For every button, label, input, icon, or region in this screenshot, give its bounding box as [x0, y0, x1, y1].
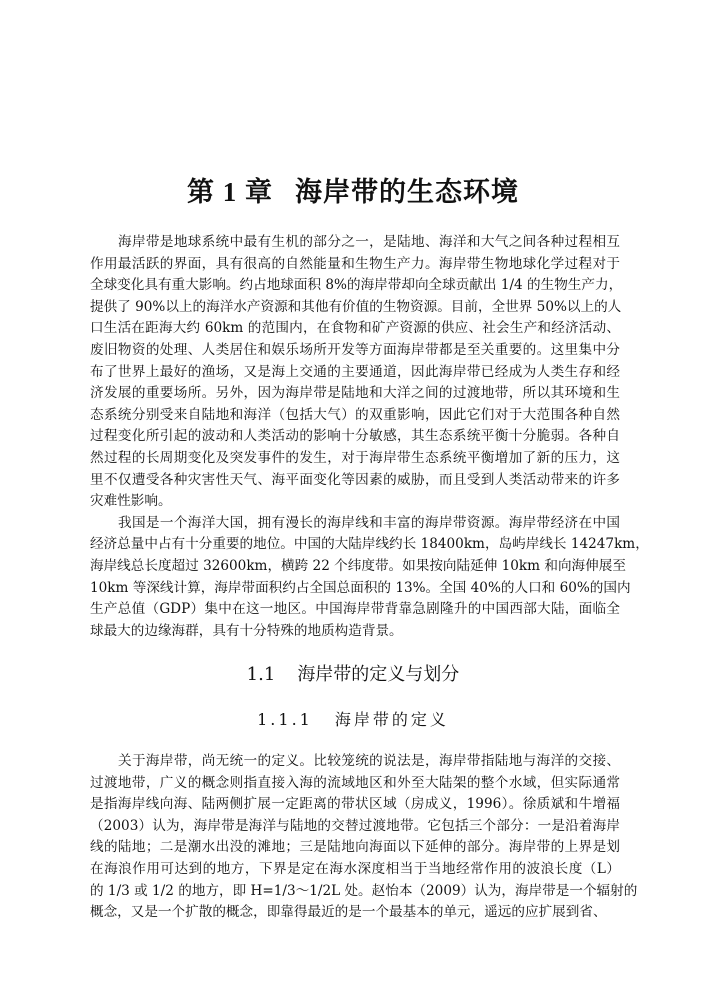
text-line: 口生活在距海大约 60km 的范围内，在食物和矿产资源的供应、社会生产和经济活动、	[90, 320, 620, 337]
body-section-2	[90, 751, 638, 924]
subsection-heading	[0, 707, 706, 730]
subsection-number: 1.1.1	[257, 710, 313, 729]
paragraph	[90, 513, 649, 643]
text-line: 在海浪作用可达到的地方，下界是定在海水深度相当于当地经常作用的波浪长度（L）	[90, 860, 620, 877]
body-section-1	[90, 232, 649, 642]
text-line: 关于海岸带，尚无统一的定义。比较笼统的说法是，海岸带指陆地与海洋的交接、	[118, 753, 620, 769]
text-line: 废旧物资的处理、人类居住和娱乐场所开发等方面海岸带都是至关重要的。这里集中分	[90, 341, 620, 358]
text-line: 的 1/3 或 1/2 的地方，即 H=1/3～1/2L 处。赵怡本（2009）认为，海岸带是一个辐射的	[90, 882, 638, 899]
section-title: 海岸带的定义与划分	[297, 664, 460, 685]
text-line: 态系统分别受来自陆地和海洋（包括大气）的双重影响，因此它们对于大范围各种自然	[90, 406, 620, 423]
paragraph	[90, 751, 638, 924]
text-line: 10km 等深线计算，海岸带面积约占全国总面积的 13%。全国 40%的人口和 60%的国内	[90, 579, 631, 596]
text-line: 生产总值（GDP）集中在这一地区。中国海岸带背靠急剧隆升的中国西部大陆，面临全	[90, 601, 620, 618]
text-line: 我国是一个海洋大国，拥有漫长的海岸线和丰富的海岸带资源。海岸带经济在中国	[118, 514, 620, 531]
text-line: 经济总量中占有十分重要的地位。中国的大陆岸线约长 18400km，岛屿岸线长 14247km，	[90, 536, 649, 553]
chapter-title	[0, 170, 706, 209]
text-line: 作用最活跃的界面，具有很高的自然能量和生物生产力。海岸带生物地球化学过程对于	[90, 255, 620, 272]
text-line: 过程变化所引起的波动和人类活动的影响十分敏感，其生态系统平衡十分脆弱。各种自	[90, 428, 620, 445]
text-line: 是指海岸线向海、陆两侧扩展一定距离的带状区域（房成义，1996）。徐质斌和牛增福	[90, 796, 620, 813]
text-line: 海岸带是地球系统中最有生机的部分之一，是陆地、海洋和大气之间各种过程相互	[118, 234, 620, 250]
section-number: 1.1	[246, 664, 276, 685]
text-line: 概念，又是一个扩散的概念，即靠得最近的是一个最基本的单元，遥远的应扩展到省、	[90, 904, 607, 921]
text-line: 然过程的长周期变化及突发事件的发生，对于海岸带生态系统平衡增加了新的压力，这	[90, 449, 620, 466]
text-line: 线的陆地；二是潮水出没的滩地；三是陆地向海面以下延伸的部分。海岸带的上界是划	[90, 839, 620, 856]
section-heading	[0, 660, 706, 686]
text-line: 里不仅遭受各种灾害性天气、海平面变化等因素的威胁，而且受到人类活动带来的许多	[90, 471, 620, 488]
text-line: （2003）认为，海岸带是海洋与陆地的交替过渡地带。它包括三个部分：一是沿着海岸	[90, 817, 620, 834]
paragraph	[90, 232, 623, 513]
text-line: 济发展的重要场所。另外，因为海岸带是陆地和大洋之间的过渡地带，所以其环境和生	[90, 385, 620, 402]
text-line: 全球变化具有重大影响。约占地球面积 8%的海岸带却向全球贡献出 1/4 的生物生产力，	[90, 277, 623, 294]
subsection-title: 海岸带的定义	[334, 710, 449, 729]
text-line: 过渡地带，广义的概念则指直接入海的流域地区和外至大陆架的整个水域，但实际通常	[90, 774, 620, 791]
text-line: 布了世界上最好的渔场，又是海上交通的主要通道，因此海岸带已经成为人类生存和经	[90, 363, 620, 380]
text-line: 灾难性影响。	[90, 493, 172, 510]
chapter-title-text: 海岸带的生态环境	[295, 177, 519, 208]
text-line: 球最大的边缘海群，具有十分特殊的地质构造背景。	[90, 622, 403, 639]
chapter-label: 第 1 章	[187, 177, 273, 207]
text-line: 提供了 90%以上的海洋水产资源和其他有价值的生物资源。目前，全世界 50%以上的人	[90, 298, 622, 315]
text-line: 海岸线总长度超过 32600km，横跨 22 个纬度带。如果按向陆延伸 10km 和向海伸展至	[90, 557, 626, 574]
